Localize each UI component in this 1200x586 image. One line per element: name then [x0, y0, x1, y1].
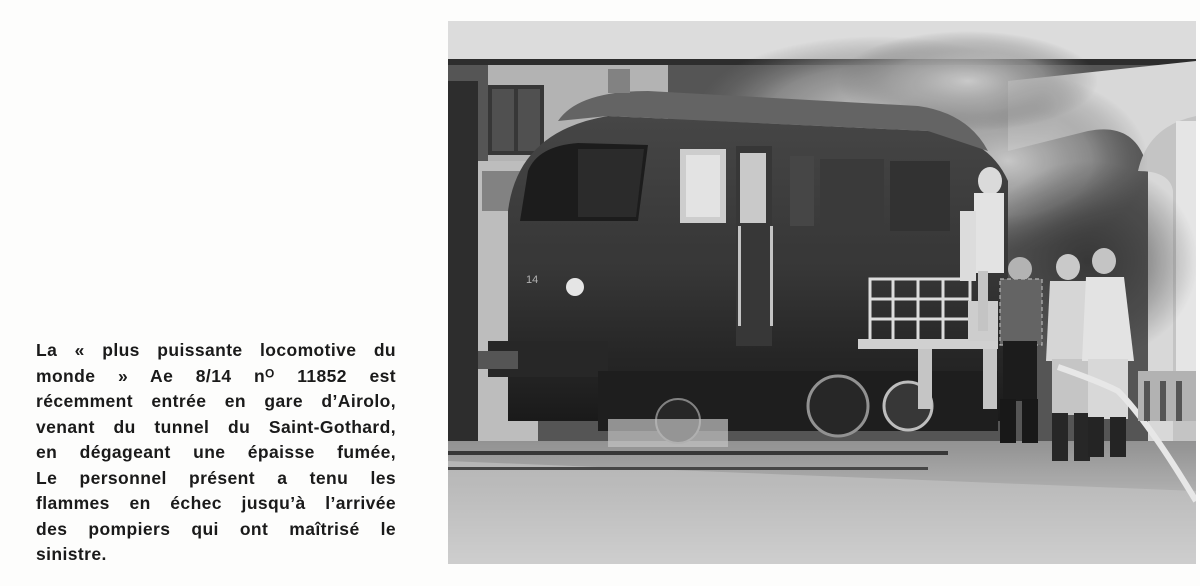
photo-caption [36, 338, 396, 568]
caption-line: Le personnel présent a tenu les [36, 467, 396, 488]
caption-line: monde » Ae 8/14 nᴼ 11852 est [36, 365, 396, 386]
caption-line: récemment entrée en gare d’Airolo, [36, 391, 396, 411]
caption-line: en dégageant une épaisse fumée, [36, 442, 396, 462]
caption-line: des pompiers qui ont maîtrisé le [36, 518, 396, 539]
caption-line: venant du tunnel du Saint-Gothard, [36, 416, 396, 437]
caption-line: sinistre. [36, 544, 107, 564]
photo-illustration [448, 21, 1196, 564]
locomotive-number: 14 [526, 274, 539, 286]
locomotive-fire-photo [448, 21, 1196, 564]
caption-line: flammes en échec jusqu’à l’arrivée [36, 493, 396, 513]
caption-line: La « plus puissante locomotive du [36, 340, 396, 360]
